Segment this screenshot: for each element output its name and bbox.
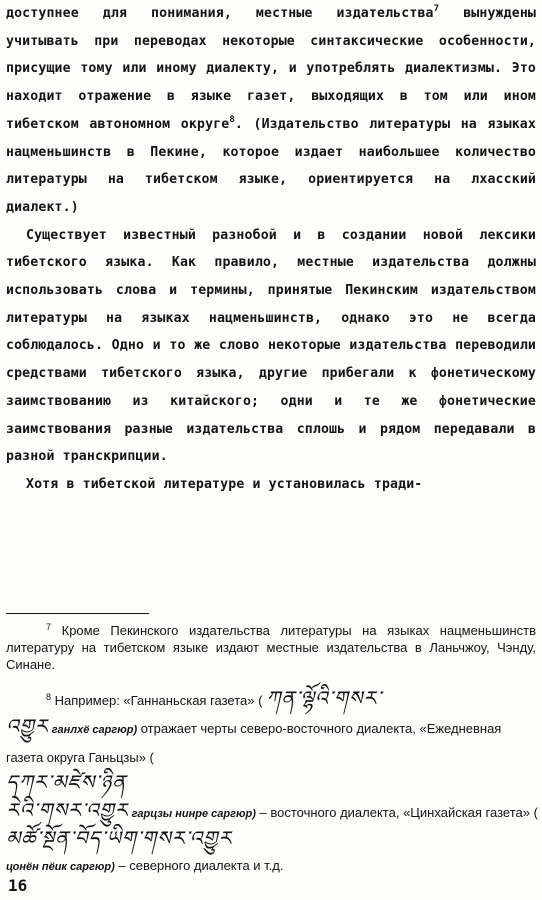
- footnote-ref-7[interactable]: 7: [433, 4, 440, 14]
- footnote-text: отражает черты северо-восточного диалекта, «Ежедневная газета округа Ганьцзы» (: [6, 721, 502, 765]
- footnote-ref-8[interactable]: 8: [229, 114, 235, 125]
- footnote-7: [6, 622, 536, 673]
- tibetan-script: དཀར་མཛེས་ཉིན: [6, 770, 127, 794]
- text-run: . (Издательство литературы на языках нацменьшинств в Пекине, которое издает наибольшее количество литературы на тибетском языке, ориентируется на лхасский диалект.): [6, 116, 536, 215]
- footnote-number: 8: [46, 692, 52, 702]
- footnote-text: Кроме Пекинского издательства литературы на языках нацменьшинств литературу на тибетском языке издают местные издательства в Ланьчжоу, Чэнду, Синане.: [6, 623, 536, 672]
- footnote-text: – восточного диалекта, «Цинхайская газета» (: [259, 805, 538, 820]
- transliteration: гарцзы нинре саргюр): [131, 808, 256, 820]
- footnote-number: 7: [46, 622, 52, 632]
- page-number: 16: [8, 876, 28, 895]
- tibetan-script: འགྱུར: [6, 714, 49, 738]
- tibetan-script: ཀན་ལྷོའི་གསར་: [266, 686, 382, 710]
- footnote-text: – северного диалекта и т.д.: [118, 858, 284, 873]
- transliteration: цонён пёик саргюр): [6, 861, 115, 873]
- text-run: доступнее для понимания, местные издательства: [6, 6, 434, 21]
- footnote-divider: [6, 613, 149, 614]
- paragraph-1: [6, 0, 536, 222]
- text-run: вынуждены учитывать при переводах некоторые синтаксические особенности, присущие тому или иному диалекту, и употреблять диалектизмы. Это находит отражение в языке газет, выходящих в том или ином тибетском автономном округе: [6, 6, 536, 132]
- paragraph-3: Хотя в тибетской литературе и установилась тради-: [26, 476, 423, 492]
- transliteration: ганлхё саргюр): [51, 724, 138, 736]
- paragraph-2: Существует известный разнобой и в создании новой лексики тибетского языка. Как правило, местные издательства должны использовать слова и термины, принятые Пекинским издательством литературы на языках нацменьшинств, однако это не всегда соблюдалось. Одно и то же слово некоторые издательства переводили средствами тибетского языка, другие прибегали к фонетическому заимствованию из китайского; одни и те же фонетические заимствования разные издательства сплошь и рядом передавали в разной транскрипции.: [6, 227, 536, 465]
- tibetan-script: རེའི་གསར་འགྱུར: [6, 798, 129, 822]
- tibetan-script: མཚོ་སྔོན་བོད་ཡིག་གསར་འགྱུར: [6, 826, 232, 850]
- footnote-text: Например: «Ганнаньская газета» (: [54, 693, 263, 708]
- main-text: [6, 0, 536, 499]
